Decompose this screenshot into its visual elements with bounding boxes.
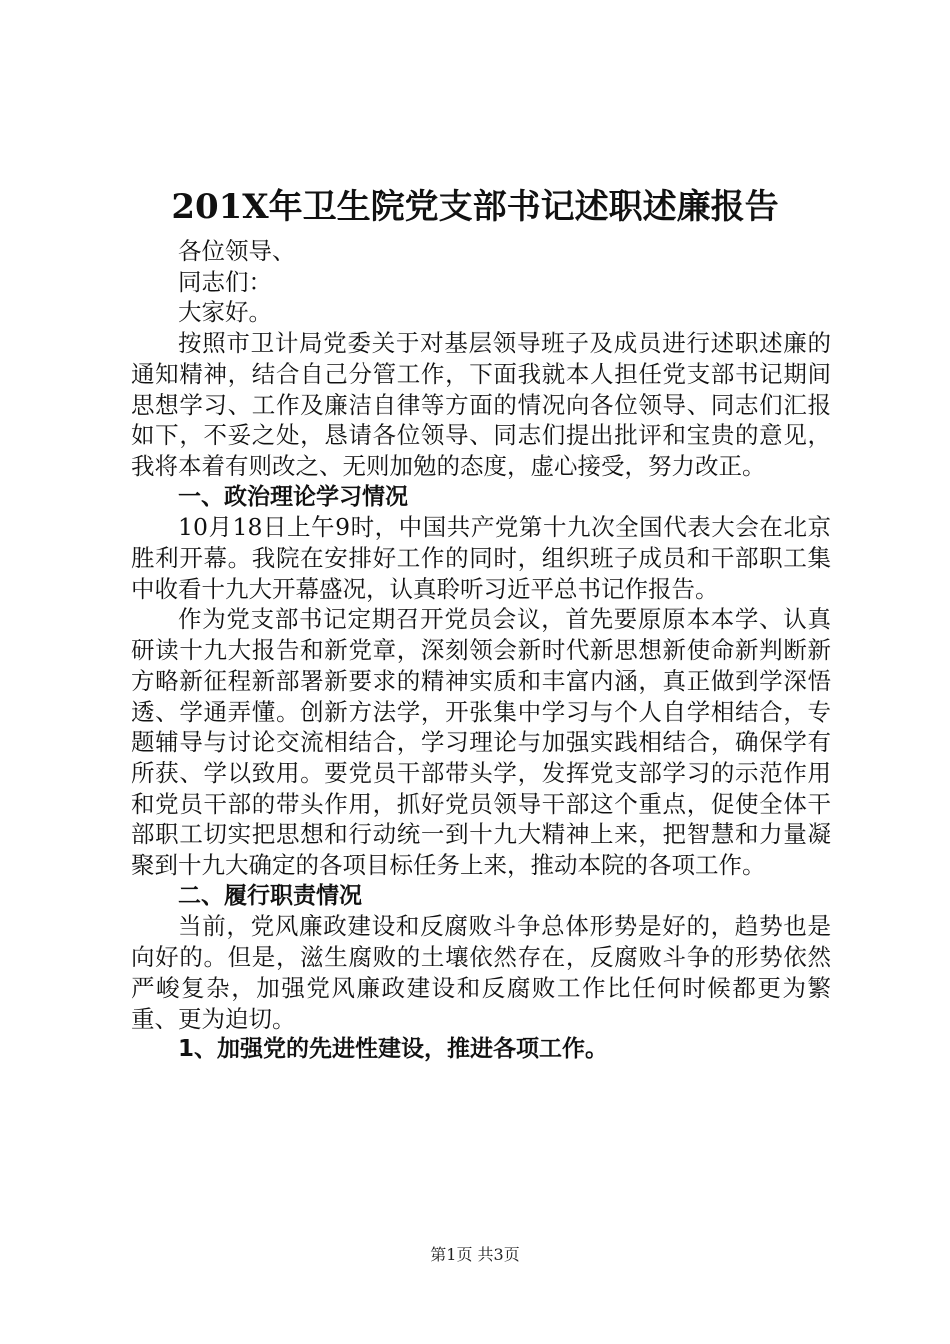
paragraph-anti-corruption: 当前，党风廉政建设和反腐败斗争总体形势是好的，趋势也是向好的。但是，滋生腐败的土壤依然存在，反腐败斗争的形势依然严峻复杂，加强党风廉政建设和反腐败工作比任何时候都更为繁重、更为迫切。 [131,912,831,1033]
page-footer: 第1页 共3页 [430,1245,520,1264]
section-heading-political-study: 一、政治理论学习情况 [178,483,408,510]
salutation-leaders: 各位领导、 [178,237,296,265]
salutation-comrades: 同志们： [178,267,272,296]
paragraph-study-methods: 作为党支部书记定期召开党员会议，首先要原原本本学、认真研读十九大报告和新党章，深刻领会新时代新思想新使命新判断新方略新征程新部署新要求的精神实质和丰富内涵，真正做到学深悟透、学通弄懂。创新方法学，开张集中学习与个人自学相结合，专题辅导与讨论交流相结合，学习理论与加强实践相结合，确保学有所获、学以致用。要党员干部带头学，发挥党支部学习的示范作用和党员干部的带头作用，抓好党员领导干部这个重点，促使全体干部职工切实把思想和行动统一到十九大精神上来，把智慧和力量凝聚到十九大确定的各项目标任务上来，推动本院的各项工作。 [131,605,831,880]
greeting: 大家好。 [178,298,272,327]
document-body [131,236,831,1065]
paragraph-congress-opening: 10月18日上午9时，中国共产党第十九次全国代表大会在北京胜利开幕。我院在安排好工作的同时，组织班子成员和干部职工集中收看十九大开幕盛况，认真聆听习近平总书记作报告。 [131,513,831,603]
section-heading-duties: 二、履行职责情况 [178,882,362,909]
subheading-party-building: 1、加强党的先进性建设，推进各项工作。 [178,1036,609,1063]
document-title: 201X年卫生院党支部书记述职述廉报告 [171,187,779,227]
intro-paragraph: 按照市卫计局党委关于对基层领导班子及成员进行述职述廉的通知精神，结合自己分管工作，下面我就本人担任党支部书记期间思想学习、工作及廉洁自律等方面的情况向各位领导、同志们汇报如下，不妥之处，恳请各位领导、同志们提出批评和宝贵的意见，我将本着有则改之、无则加勉的态度，虚心接受，努力改正。 [131,329,831,480]
